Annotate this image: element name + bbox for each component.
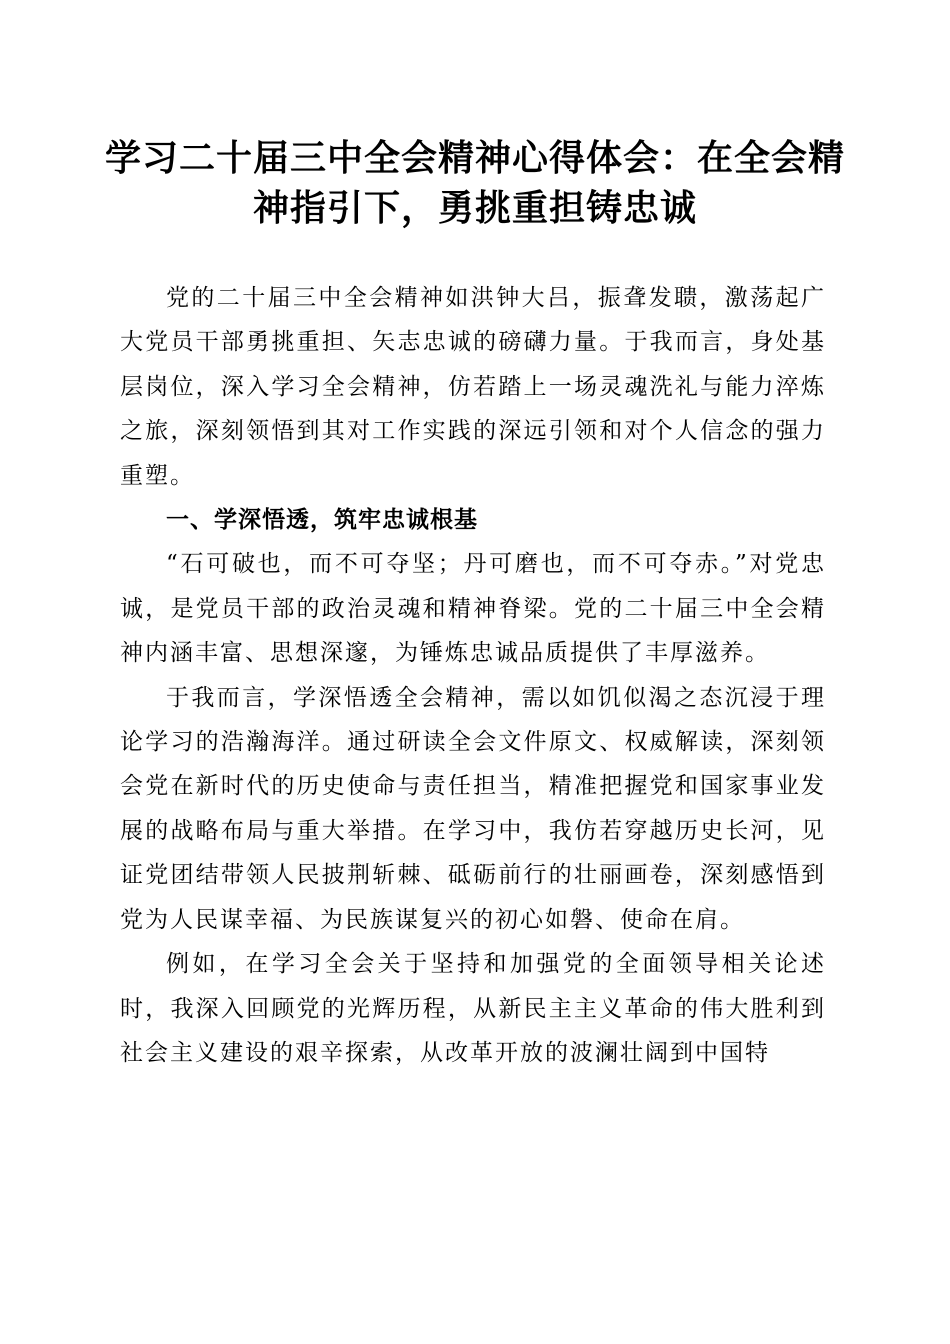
document-body	[120, 276, 826, 1075]
intro-paragraph: 党的二十届三中全会精神如洪钟大吕，振聋发聩，激荡起广大党员干部勇挑重担、矢志忠诚的磅礴力量。于我而言，身处基层岗位，深入学习全会精神，仿若踏上一场灵魂洗礼与能力淬炼之旅，深刻领悟到其对工作实践的深远引领和对个人信念的强力重塑。	[120, 285, 826, 489]
study-paragraph: 于我而言，学深悟透全会精神，需以如饥似渴之态沉浸于理论学习的浩瀚海洋。通过研读全会文件原文、权威解读，深刻领会党在新时代的历史使命与责任担当，精准把握党和国家事业发展的战略布局与重大举措。在学习中，我仿若穿越历史长河，见证党团结带领人民披荆斩棘、砥砺前行的壮丽画卷，深刻感悟到党为人民谋幸福、为民族谋复兴的初心如磐、使命在肩。	[120, 684, 826, 933]
section-heading-1: 一、学深悟透，筑牢忠诚根基	[166, 507, 478, 534]
document-title: 学习二十届三中全会精神心得体会：在全会精神指引下，勇挑重担铸忠诚	[104, 138, 845, 229]
example-paragraph: 例如，在学习全会关于坚持和加强党的全面领导相关论述时，我深入回顾党的光辉历程，从新民主主义革命的伟大胜利到社会主义建设的艰辛探索，从改革开放的波澜壮阔到中国特	[120, 951, 826, 1066]
quote-paragraph: “石可破也，而不可夺坚；丹可磨也，而不可夺赤。”对党忠诚，是党员干部的政治灵魂和精神脊梁。党的二十届三中全会精神内涵丰富、思想深邃，为锤炼忠诚品质提供了丰厚滋养。	[120, 551, 826, 667]
